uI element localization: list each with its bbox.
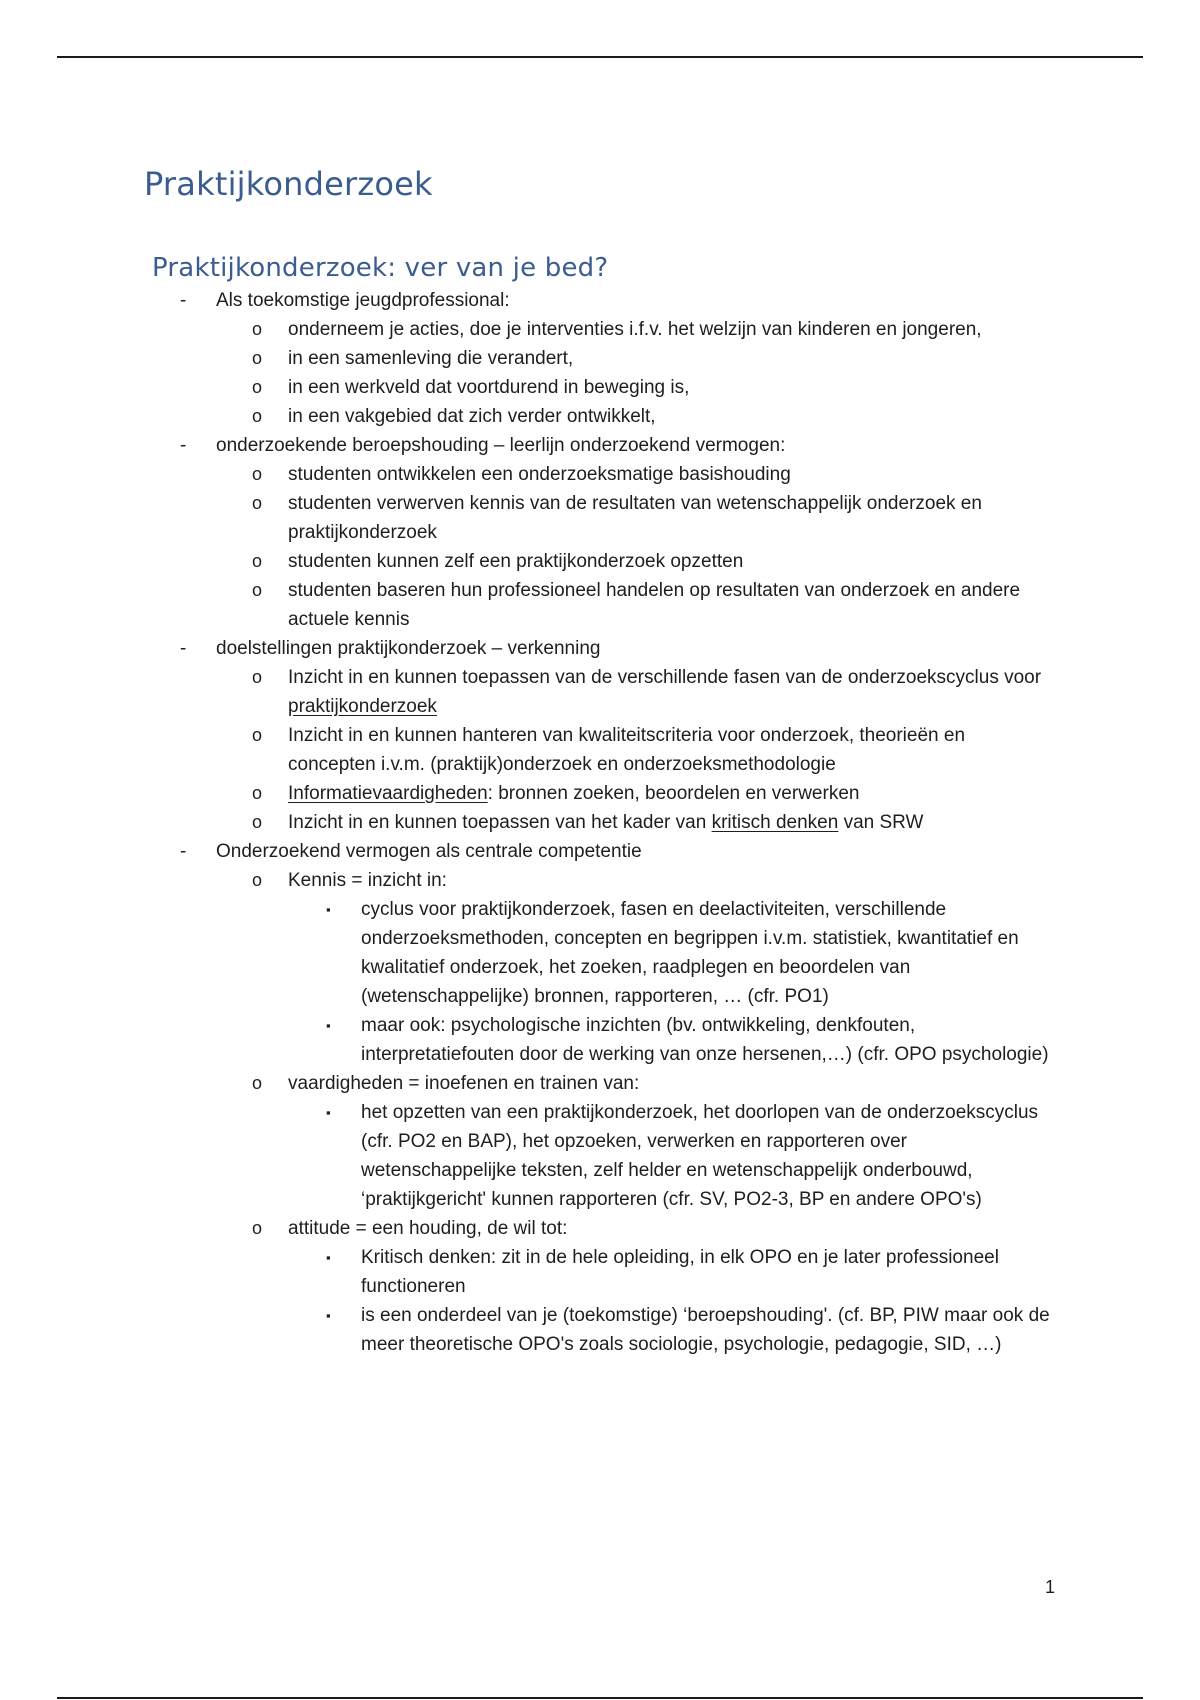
underlined-term: praktijkonderzoek xyxy=(288,696,437,717)
dash-marker: - xyxy=(180,290,187,311)
sub-bullet xyxy=(0,547,1200,576)
text-part: van SRW xyxy=(838,812,924,833)
bullet-onderzoekende-beroepshouding xyxy=(0,431,1200,634)
circle-marker: o xyxy=(252,551,263,571)
sub-bullet-text xyxy=(288,779,1048,808)
sub-list xyxy=(216,460,1200,634)
sub-bullet-text xyxy=(288,663,1048,721)
circle-marker: o xyxy=(252,348,263,368)
sub-bullet-attitude xyxy=(0,1214,1200,1359)
sub-bullet-text: in een vakgebied dat zich verder ontwikkelt, xyxy=(288,406,656,427)
circle-marker: o xyxy=(252,406,263,426)
sub-sub-bullet xyxy=(0,895,1200,1011)
outline-level-1 xyxy=(0,286,1200,1359)
sub-list xyxy=(216,315,1200,431)
page-number: 1 xyxy=(1045,1577,1056,1597)
footer-rule xyxy=(57,1697,1143,1699)
bullet-text: Als toekomstige jeugdprofessional: xyxy=(216,290,510,311)
dash-marker: - xyxy=(180,638,187,659)
sub-bullet-text: studenten kunnen zelf een praktijkonderzoek opzetten xyxy=(288,551,744,572)
sub-bullet xyxy=(0,721,1200,779)
sub-list xyxy=(216,663,1200,837)
sub-bullet-kennis xyxy=(0,866,1200,1069)
sub-bullet xyxy=(0,663,1200,721)
sub-sub-bullet xyxy=(0,1243,1200,1301)
bullet-text: onderzoekende beroepshouding – leerlijn onderzoekend vermogen: xyxy=(216,435,786,456)
sub-bullet-text: studenten baseren hun professioneel handelen op resultaten van onderzoek en andere actuele kennis xyxy=(288,580,1021,630)
sub-bullet xyxy=(0,315,1200,344)
sub-bullet-text: vaardigheden = inoefenen en trainen van: xyxy=(288,1073,640,1094)
header-rule xyxy=(57,56,1143,58)
circle-marker: o xyxy=(252,783,263,803)
circle-marker: o xyxy=(252,667,263,687)
sub-bullet-text: studenten ontwikkelen een onderzoeksmatige basishouding xyxy=(288,464,791,485)
sub-bullet-text: in een samenleving die verandert, xyxy=(288,348,574,369)
sub-sub-bullet-text: is een onderdeel van je (toekomstige) ‘beroepshouding'. (cf. BP, PIW maar ook de meer theoretische OPO's zoals sociologie, psychologie, pedagogie, SID, …) xyxy=(361,1305,1050,1355)
bullet-jeugdprofessional xyxy=(0,286,1200,431)
circle-marker: o xyxy=(252,493,263,513)
document-title: Praktijkonderzoek xyxy=(144,165,433,203)
sub-sub-list xyxy=(288,895,1200,1069)
square-marker: ▪ xyxy=(326,902,331,917)
bullet-outline xyxy=(0,286,1200,1359)
circle-marker: o xyxy=(252,725,263,745)
circle-marker: o xyxy=(252,580,263,600)
square-marker: ▪ xyxy=(326,1105,331,1120)
sub-bullet xyxy=(0,402,1200,431)
sub-bullet-text: Inzicht in en kunnen hanteren van kwaliteitscriteria voor onderzoek, theorieën en concepten i.v.m. (praktijk)onderzoek en onderzoeksmethodologie xyxy=(288,725,966,775)
text-part: Inzicht in en kunnen toepassen van de verschillende fasen van de onderzoekscyclus voor xyxy=(288,667,1042,688)
sub-bullet xyxy=(0,576,1200,634)
dash-marker: - xyxy=(180,841,187,862)
square-marker: ▪ xyxy=(326,1308,331,1323)
underlined-term: Informatievaardigheden xyxy=(288,783,488,804)
circle-marker: o xyxy=(252,1073,263,1093)
sub-bullet-text xyxy=(288,808,1048,837)
sub-bullet xyxy=(0,779,1200,808)
sub-sub-bullet-text: cyclus voor praktijkonderzoek, fasen en deelactiviteiten, verschillende onderzoeksmethoden, concepten en begrippen i.v.m. statistiek, kwantitatief en kwalitatief onderzoek, het zoeken, raadplegen en beoordelen van (wetenschappelijke) bronnen, rapporteren, … (cfr. PO1) xyxy=(361,899,1019,1007)
circle-marker: o xyxy=(252,1218,263,1238)
underlined-term: kritisch denken xyxy=(711,812,839,833)
sub-sub-bullet-text: maar ook: psychologische inzichten (bv. ontwikkeling, denkfouten, interpretatiefouten door de werking van onze hersenen,…) (cfr. OPO psychologie) xyxy=(361,1015,1049,1065)
sub-sub-bullet xyxy=(0,1011,1200,1069)
sub-bullet xyxy=(0,808,1200,837)
sub-list xyxy=(216,866,1200,1359)
sub-bullet-text: attitude = een houding, de wil tot: xyxy=(288,1218,568,1239)
sub-sub-list xyxy=(288,1098,1200,1214)
bullet-text: doelstellingen praktijkonderzoek – verkenning xyxy=(216,638,601,659)
text-part: : bronnen zoeken, beoordelen en verwerken xyxy=(487,783,860,804)
sub-bullet-text: in een werkveld dat voortdurend in beweging is, xyxy=(288,377,690,398)
sub-bullet-text: onderneem je acties, doe je interventies i.f.v. het welzijn van kinderen en jongeren, xyxy=(288,319,982,340)
circle-marker: o xyxy=(252,870,263,890)
dash-marker: - xyxy=(180,435,187,456)
sub-bullet-vaardigheden xyxy=(0,1069,1200,1214)
circle-marker: o xyxy=(252,377,263,397)
sub-bullet xyxy=(0,373,1200,402)
sub-bullet xyxy=(0,489,1200,547)
section-heading: Praktijkonderzoek: ver van je bed? xyxy=(152,253,609,283)
sub-bullet-text: Kennis = inzicht in: xyxy=(288,870,447,891)
bullet-doelstellingen xyxy=(0,634,1200,837)
sub-bullet-text: studenten verwerven kennis van de resultaten van wetenschappelijk onderzoek en praktijkonderzoek xyxy=(288,493,982,543)
sub-bullet xyxy=(0,460,1200,489)
sub-sub-list xyxy=(288,1243,1200,1359)
sub-sub-bullet-text: Kritisch denken: zit in de hele opleiding, in elk OPO en je later professioneel functioneren xyxy=(361,1247,999,1297)
circle-marker: o xyxy=(252,812,263,832)
sub-bullet xyxy=(0,344,1200,373)
circle-marker: o xyxy=(252,464,263,484)
circle-marker: o xyxy=(252,319,263,339)
square-marker: ▪ xyxy=(326,1018,331,1033)
sub-sub-bullet-text: het opzetten van een praktijkonderzoek, het doorlopen van de onderzoekscyclus (cfr. PO2 en BAP), het opzoeken, verwerken en rapporteren over wetenschappelijke teksten, zelf helder en wetenschappelijk onderbouwd, ‘praktijkgericht' kunnen rapporteren (cfr. SV, PO2-3, BP en andere OPO's) xyxy=(361,1102,1039,1210)
text-part: Inzicht in en kunnen toepassen van het kader van xyxy=(288,812,712,833)
sub-sub-bullet xyxy=(0,1098,1200,1214)
bullet-onderzoekend-vermogen xyxy=(0,837,1200,1359)
sub-sub-bullet xyxy=(0,1301,1200,1359)
bullet-text: Onderzoekend vermogen als centrale competentie xyxy=(216,841,642,862)
square-marker: ▪ xyxy=(326,1250,331,1265)
